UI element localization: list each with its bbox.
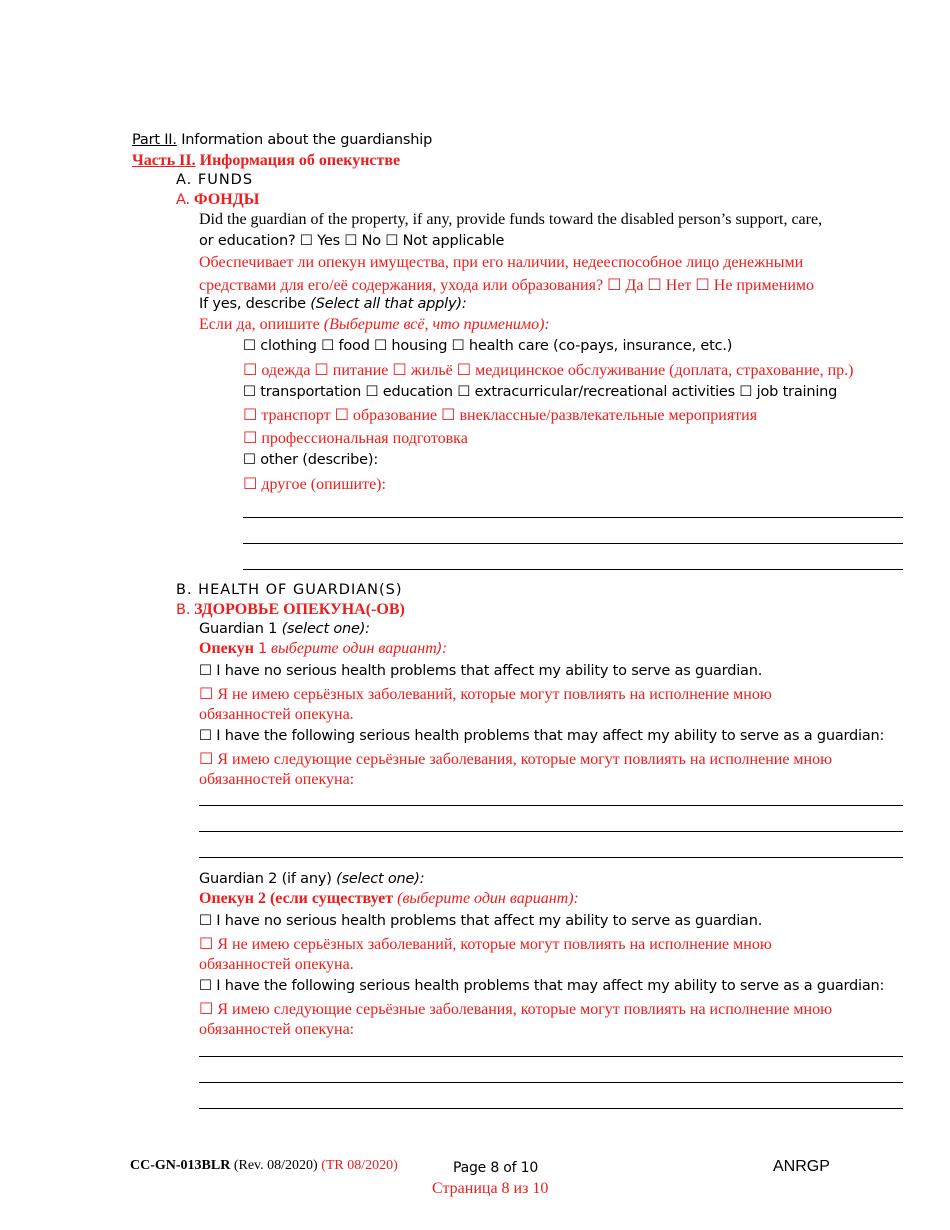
- section-a-letter-ru: A.: [176, 192, 190, 208]
- section-b-heading-en: B. HEALTH OF GUARDIAN(S): [176, 582, 403, 598]
- guardian2-label-en: Guardian 2 (if any): [199, 871, 332, 887]
- section-a-title-ru: ФОНДЫ: [193, 191, 260, 208]
- item-health-care: health care (co-pays, insurance, etc.): [468, 338, 733, 354]
- g1-opt2-ru-line1-row: [199, 751, 832, 768]
- form-id: CC-GN-013BLR: [130, 1158, 231, 1173]
- guardian2-note-en: (select one):: [336, 871, 425, 887]
- g2-opt1-en: I have no serious health problems that affect my ability to serve as guardian.: [216, 913, 763, 929]
- footer-form-id: [130, 1159, 398, 1173]
- items-ru-row1: [243, 362, 854, 379]
- describe-ru: [199, 317, 550, 333]
- g2-opt1-ru-line1: Я не имею серьёзных заболеваний, которые могут повлиять на исполнение мною: [217, 936, 772, 953]
- g1-opt2-en-row: [199, 729, 884, 744]
- checkbox-transportation-ru-icon[interactable]: ☐: [243, 405, 258, 424]
- checkbox-g1-opt2-icon[interactable]: ☐: [199, 728, 212, 744]
- describe-en-text: If yes, describe: [199, 296, 306, 312]
- page-number-ru: Страница 8 из 10: [432, 1180, 549, 1197]
- g1-health-line-1[interactable]: [199, 805, 903, 806]
- part-label-en: Part II.: [132, 132, 177, 148]
- section-a-heading-en: A. FUNDS: [176, 172, 254, 188]
- option-no-ru-label: Нет: [665, 277, 692, 294]
- checkbox-other-icon[interactable]: ☐: [243, 452, 256, 468]
- checkbox-g2-opt2-icon[interactable]: ☐: [199, 978, 212, 994]
- guardian2-label-ru: Опекун 2 (если существует: [199, 890, 394, 907]
- checkbox-transportation-icon[interactable]: ☐: [243, 384, 256, 400]
- g2-health-line-3[interactable]: [199, 1108, 903, 1109]
- option-na-label: Not applicable: [402, 233, 505, 249]
- part-label-ru: Часть II.: [132, 152, 196, 169]
- g1-opt2-en: I have the following serious health problems that may affect my ability to serve as a guardian:: [216, 728, 885, 744]
- section-a-heading-ru: [176, 192, 259, 208]
- item-health-care-ru: медицинское обслуживание (доплата, страхование, пр.): [475, 362, 854, 379]
- guardian1-heading-ru: [199, 641, 447, 657]
- describe-en: [199, 297, 467, 312]
- section-b-heading-ru: [176, 602, 405, 618]
- checkbox-other-ru-icon[interactable]: ☐: [243, 474, 258, 493]
- checkbox-na-ru-icon[interactable]: ☐: [695, 275, 710, 294]
- guardian2-heading-en: [199, 872, 424, 887]
- checkbox-extracurricular-icon[interactable]: ☐: [457, 384, 471, 400]
- funds-question-en-line2: [199, 234, 504, 249]
- part-heading-en: [132, 133, 432, 148]
- guardian1-num-ru: 1: [257, 641, 268, 657]
- guardian1-label-ru: Опекун: [199, 640, 254, 657]
- checkbox-food-ru-icon[interactable]: ☐: [314, 360, 329, 379]
- item-extracurricular-ru: внеклассные/развлекательные мероприятия: [459, 407, 758, 424]
- g1-opt2-ru-line2: обязанностей опекуна:: [199, 771, 355, 788]
- part-heading-ru: [132, 153, 400, 169]
- funds-question-en-text: or education?: [199, 233, 296, 249]
- item-job-training-ru-row: [243, 430, 468, 447]
- funds-question-ru-line2: [199, 277, 814, 294]
- checkbox-job-training-ru-icon[interactable]: ☐: [243, 428, 258, 447]
- checkbox-food-icon[interactable]: ☐: [321, 338, 335, 354]
- g2-health-line-2[interactable]: [199, 1082, 903, 1083]
- g1-opt1-ru-line2: обязанностей опекуна.: [199, 706, 354, 723]
- form-tr: (TR 08/2020): [321, 1158, 398, 1173]
- item-food: food: [338, 338, 370, 354]
- items-ru-row2: [243, 407, 757, 424]
- checkbox-clothing-icon[interactable]: ☐: [243, 338, 256, 354]
- other-describe-line-1[interactable]: [243, 517, 903, 518]
- g2-opt2-en: I have the following serious health problems that may affect my ability to serve as a guardian:: [216, 978, 885, 994]
- form-rev: (Rev. 08/2020): [233, 1158, 318, 1173]
- checkbox-yes-ru-icon[interactable]: ☐: [607, 275, 622, 294]
- g2-opt2-ru-line2: обязанностей опекуна:: [199, 1021, 355, 1038]
- item-transportation: transportation: [260, 384, 362, 400]
- option-yes-label: Yes: [317, 233, 340, 249]
- item-education: education: [382, 384, 453, 400]
- g2-opt2-ru-line1: Я имею следующие серьёзные заболевания, которые могут повлиять на исполнение мною: [217, 1001, 833, 1018]
- other-ru-row: [243, 476, 386, 493]
- checkbox-no-ru-icon[interactable]: ☐: [647, 275, 662, 294]
- guardian2-note-ru: (выберите один вариант):: [397, 890, 579, 907]
- checkbox-housing-icon[interactable]: ☐: [374, 338, 387, 354]
- item-education-ru: образование: [352, 407, 438, 424]
- g1-opt1-ru-line1-row: [199, 686, 772, 703]
- item-clothing: clothing: [260, 338, 317, 354]
- item-job-training: job training: [756, 384, 838, 400]
- other-describe-line-2[interactable]: [243, 543, 903, 544]
- g2-opt1-en-row: [199, 914, 762, 929]
- checkbox-education-ru-icon[interactable]: ☐: [334, 405, 349, 424]
- checkbox-health-care-ru-icon[interactable]: ☐: [456, 360, 472, 379]
- checkbox-g1-opt1-ru-icon[interactable]: ☐: [199, 684, 214, 703]
- g2-health-line-1[interactable]: [199, 1056, 903, 1057]
- g2-opt2-ru-line1-row: [199, 1001, 832, 1018]
- checkbox-g2-opt1-ru-icon[interactable]: ☐: [199, 934, 214, 953]
- option-yes-ru-label: Да: [625, 277, 644, 294]
- funds-question-en-line1: Did the guardian of the property, if any, provide funds toward the disabled person’s support, care,: [199, 211, 823, 228]
- item-job-training-ru: профессиональная подготовка: [261, 430, 468, 447]
- checkbox-extracurricular-ru-icon[interactable]: ☐: [441, 405, 456, 424]
- item-other-ru: другое (опишите):: [261, 476, 386, 493]
- checkbox-clothing-ru-icon[interactable]: ☐: [243, 360, 258, 379]
- checkbox-education-icon[interactable]: ☐: [365, 384, 379, 400]
- checkbox-housing-ru-icon[interactable]: ☐: [392, 360, 407, 379]
- g2-opt1-ru-line2: обязанностей опекуна.: [199, 956, 354, 973]
- footer-code: ANRGP: [773, 1158, 830, 1175]
- g1-opt1-en-row: [199, 664, 762, 679]
- g2-opt1-ru-line1-row: [199, 936, 772, 953]
- checkbox-g2-opt1-icon[interactable]: ☐: [199, 913, 212, 929]
- g1-opt1-ru-line1: Я не имею серьёзных заболеваний, которые могут повлиять на исполнение мною: [217, 686, 772, 703]
- guardian1-heading-en: [199, 622, 370, 637]
- item-housing-ru: жильё: [410, 362, 453, 379]
- guardian2-heading-ru: [199, 891, 579, 907]
- section-b-title-ru: ЗДОРОВЬЕ ОПЕКУНА(-ОВ): [194, 601, 405, 618]
- g1-opt1-en: I have no serious health problems that affect my ability to serve as guardian.: [216, 663, 763, 679]
- guardian1-label-en: Guardian 1: [199, 621, 278, 637]
- item-clothing-ru: одежда: [261, 362, 311, 379]
- describe-ru-note: (Выберите всё, что применимо):: [323, 316, 550, 333]
- checkbox-yes-icon[interactable]: ☐: [299, 233, 313, 249]
- guardian1-note-ru: выберите один вариант: [271, 640, 437, 657]
- section-b-letter-ru: B.: [176, 602, 191, 618]
- checkbox-g2-opt2-ru-icon[interactable]: ☐: [199, 999, 214, 1018]
- guardian1-note-en: (select one):: [281, 621, 370, 637]
- items-en-row1: [243, 339, 732, 354]
- item-transportation-ru: транспорт: [261, 407, 331, 424]
- guardian1-note-ru-end: ):: [436, 641, 447, 657]
- option-na-ru-label: Не применимо: [713, 277, 815, 294]
- g1-health-line-3[interactable]: [199, 857, 903, 858]
- describe-ru-text: Если да, опишите: [199, 316, 320, 333]
- item-extracurricular: extracurricular/recreational activities: [474, 384, 735, 400]
- checkbox-health-care-icon[interactable]: ☐: [451, 338, 465, 354]
- item-other: other (describe):: [260, 452, 379, 468]
- funds-question-ru-line1: Обеспечивает ли опекун имущества, при его наличии, недееспособное лицо денежными: [199, 254, 804, 271]
- other-describe-line-3[interactable]: [243, 569, 903, 570]
- page-number-en: Page 8 of 10: [453, 1160, 539, 1176]
- checkbox-job-training-icon[interactable]: ☐: [739, 384, 753, 400]
- other-en-row: [243, 453, 378, 468]
- checkbox-na-icon[interactable]: ☐: [385, 233, 399, 249]
- option-no-label: No: [361, 233, 381, 249]
- g2-opt2-en-row: [199, 979, 884, 994]
- part-title-ru: Информация об опекунстве: [199, 152, 401, 169]
- g1-opt2-ru-line1: Я имею следующие серьёзные заболевания, которые могут повлиять на исполнение мною: [217, 751, 833, 768]
- g1-health-line-2[interactable]: [199, 831, 903, 832]
- item-food-ru: питание: [332, 362, 389, 379]
- item-housing: housing: [391, 338, 448, 354]
- describe-en-note: (Select all that apply):: [310, 296, 467, 312]
- checkbox-g1-opt1-icon[interactable]: ☐: [199, 663, 212, 679]
- part-title-en: Information about the guardianship: [181, 132, 433, 148]
- funds-question-ru-text: средствами для его/её содержания, ухода или образования?: [199, 277, 604, 294]
- items-en-row2: [243, 385, 837, 400]
- checkbox-no-icon[interactable]: ☐: [344, 233, 358, 249]
- checkbox-g1-opt2-ru-icon[interactable]: ☐: [199, 749, 214, 768]
